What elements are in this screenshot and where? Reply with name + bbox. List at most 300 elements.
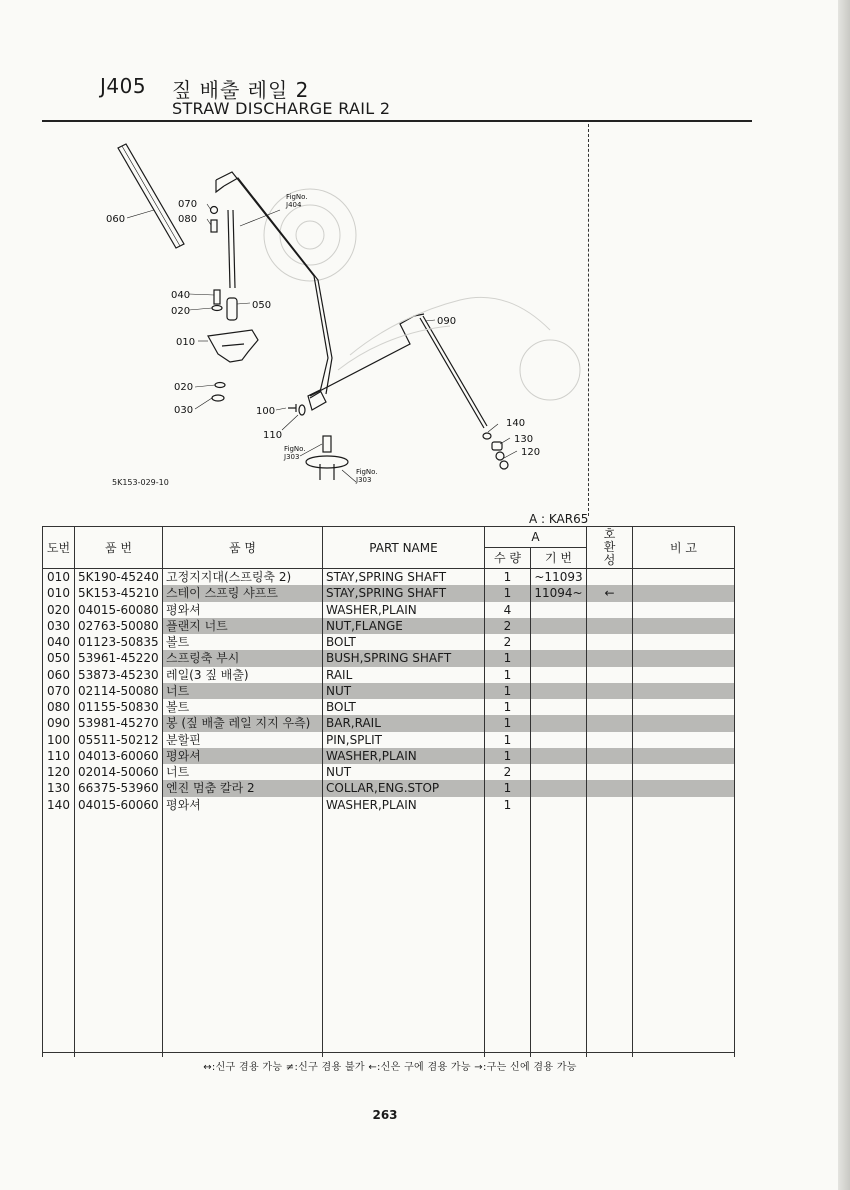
header-quantity: 수 량 [485,548,531,569]
callout-120: 120 [521,447,541,458]
empty-cell [163,813,323,829]
callout-010: 010 [176,337,196,348]
empty-cell [587,975,633,991]
empty-cell [163,862,323,878]
part-name-korean-cell: 평와셔 [163,797,323,813]
empty-cell [43,878,75,894]
ref-no-cell: 100 [43,732,75,748]
quantity-cell: 1 [485,667,531,683]
ref-no-cell: 130 [43,780,75,796]
quantity-cell: 1 [485,797,531,813]
ref-no-cell: 060 [43,667,75,683]
table-row-empty [43,992,735,1008]
callout-100: 100 [256,406,276,417]
remarks-cell [633,764,735,780]
empty-cell [633,992,735,1008]
empty-cell [163,878,323,894]
fig-ref-1-label: FigNo. [286,193,308,201]
part-name-english-cell: PIN,SPLIT [323,732,485,748]
bracket-010-drawing [208,330,258,362]
serial-cell [531,699,587,715]
bar-rail-090-drawing [310,316,414,396]
part-number-cell: 04015-60080 [75,602,163,618]
empty-cell [485,1040,531,1056]
empty-cell [531,845,587,861]
remarks-cell [633,683,735,699]
quantity-cell: 1 [485,732,531,748]
interchange-cell [587,764,633,780]
part-number-cell: 04015-60060 [75,797,163,813]
quantity-cell: 1 [485,780,531,796]
quantity-cell: 1 [485,699,531,715]
quantity-cell: 1 [485,683,531,699]
interchange-legend: ↔:신구 겸용 가능 ≠:신구 겸용 불가 ←:신은 구에 겸용 가능 →:구는 신에 겸용 가능 [203,1062,577,1073]
fig-ref-2-number: J303 [284,453,300,461]
empty-cell [633,894,735,910]
part-name-korean-cell: 봉 (짚 배출 레일 지지 우측) [163,715,323,731]
serial-cell: 11094~ [531,585,587,601]
empty-cell [75,813,163,829]
empty-cell [633,1040,735,1056]
part-name-english-cell: BUSH,SPRING SHAFT [323,650,485,666]
empty-cell [323,845,485,861]
interchange-cell [587,732,633,748]
empty-cell [43,813,75,829]
ref-no-cell: 070 [43,683,75,699]
empty-cell [587,992,633,1008]
empty-cell [75,1040,163,1056]
empty-cell [485,813,531,829]
quantity-cell: 1 [485,715,531,731]
serial-cell [531,650,587,666]
part-number-cell: 02014-50060 [75,764,163,780]
empty-cell [531,862,587,878]
empty-cell [163,975,323,991]
part-number-cell: 01155-50830 [75,699,163,715]
empty-cell [587,813,633,829]
empty-cell [633,829,735,845]
table-row-empty [43,1008,735,1024]
empty-cell [323,992,485,1008]
empty-cell [633,1024,735,1040]
interchange-cell: ← [587,585,633,601]
part-name-english-cell: WASHER,PLAIN [323,797,485,813]
empty-cell [633,862,735,878]
empty-cell [531,829,587,845]
empty-cell [485,1024,531,1040]
empty-cell [323,1008,485,1024]
empty-cell [323,1024,485,1040]
part-name-korean-cell: 분할핀 [163,732,323,748]
empty-cell [531,1024,587,1040]
callout-040: 040 [171,290,191,301]
callout-070: 070 [178,199,198,210]
empty-cell [323,894,485,910]
empty-cell [323,1040,485,1056]
ref-no-cell: 110 [43,748,75,764]
ref-no-cell: 090 [43,715,75,731]
part-name-korean-cell: 너트 [163,683,323,699]
interchange-cell [587,667,633,683]
ref-no-cell: 080 [43,699,75,715]
part-name-english-cell: BOLT [323,699,485,715]
interchange-cell [587,618,633,634]
table-row [43,602,735,618]
empty-cell [633,813,735,829]
table-row [43,732,735,748]
table-row-empty [43,959,735,975]
remarks-cell [633,667,735,683]
empty-cell [485,1008,531,1024]
quantity-cell: 2 [485,764,531,780]
table-row-empty [43,927,735,943]
empty-cell [531,959,587,975]
empty-cell [163,1024,323,1040]
empty-cell [587,1040,633,1056]
empty-cell [485,845,531,861]
parts-table [42,526,735,1057]
empty-cell [485,878,531,894]
part-name-korean-cell: 엔진 멈춤 칼라 2 [163,780,323,796]
part-name-korean-cell: 레일(3 짚 배출) [163,667,323,683]
part-name-english-cell: BOLT [323,634,485,650]
empty-cell [587,959,633,975]
serial-cell [531,667,587,683]
ref-no-cell: 140 [43,797,75,813]
interchange-cell [587,569,633,586]
part-name-english-cell: NUT,FLANGE [323,618,485,634]
empty-cell [43,829,75,845]
remarks-cell [633,699,735,715]
empty-cell [43,975,75,991]
empty-cell [587,878,633,894]
callout-080: 080 [178,214,198,225]
base-plate-drawing [306,456,348,468]
empty-cell [163,927,323,943]
empty-cell [633,1008,735,1024]
empty-cell [43,910,75,926]
serial-cell: ~11093 [531,569,587,586]
serial-cell [531,715,587,731]
empty-cell [75,829,163,845]
empty-cell [75,943,163,959]
empty-cell [485,910,531,926]
empty-cell [531,975,587,991]
callout-130: 130 [514,434,534,445]
ref-no-cell: 050 [43,650,75,666]
empty-cell [323,975,485,991]
table-row [43,650,735,666]
empty-cell [587,829,633,845]
empty-cell [485,975,531,991]
empty-cell [163,894,323,910]
empty-cell [43,1040,75,1056]
section-code: J405 [100,74,147,98]
empty-cell [75,1008,163,1024]
table-row [43,699,735,715]
callout-140: 140 [506,418,526,429]
table-row [43,569,735,586]
interchange-cell [587,780,633,796]
serial-cell [531,732,587,748]
empty-cell [43,943,75,959]
exploded-parts-diagram [80,140,590,490]
table-header-row-1 [43,527,735,548]
part-name-english-cell: BAR,RAIL [323,715,485,731]
empty-cell [323,829,485,845]
part-name-english-cell: NUT [323,764,485,780]
empty-cell [485,943,531,959]
interchange-cell [587,715,633,731]
interchange-cell [587,602,633,618]
page-edge-shadow [838,0,850,1190]
parts-table-body [43,569,735,1057]
empty-cell [587,910,633,926]
empty-cell [323,862,485,878]
empty-cell [531,813,587,829]
empty-cell [43,894,75,910]
empty-cell [75,862,163,878]
empty-cell [587,943,633,959]
empty-cell [587,1008,633,1024]
header-model-group: A [485,527,587,548]
quantity-cell: 1 [485,569,531,586]
empty-cell [163,1008,323,1024]
empty-cell [633,959,735,975]
header-part-name-english: PART NAME [323,527,485,569]
empty-cell [163,845,323,861]
callout-020-upper: 020 [171,306,191,317]
empty-cell [75,1024,163,1040]
empty-cell [633,878,735,894]
empty-cell [43,1008,75,1024]
part-name-korean-cell: 평와셔 [163,748,323,764]
table-row [43,634,735,650]
table-row [43,585,735,601]
empty-cell [485,829,531,845]
empty-cell [531,1008,587,1024]
quantity-cell: 1 [485,748,531,764]
empty-cell [633,845,735,861]
ref-no-cell: 010 [43,585,75,601]
callout-060: 060 [106,214,126,225]
table-row-empty [43,878,735,894]
empty-cell [75,975,163,991]
empty-cell [531,927,587,943]
empty-cell [75,992,163,1008]
applicability-note: A : KAR65 [529,512,589,526]
table-row [43,748,735,764]
empty-cell [323,813,485,829]
part-name-korean-cell: 스테이 스프링 샤프트 [163,585,323,601]
part-name-korean-cell: 너트 [163,764,323,780]
remarks-cell [633,715,735,731]
interchange-cell [587,683,633,699]
part-number-cell: 04013-60060 [75,748,163,764]
header-ref-no: 도번 [43,527,75,569]
figure-code: 5K153-029-10 [112,478,169,487]
table-row [43,780,735,796]
part-number-cell: 5K190-45240 [75,569,163,586]
empty-cell [531,1040,587,1056]
serial-cell [531,780,587,796]
empty-cell [323,910,485,926]
header-rule [42,120,752,122]
part-number-cell: 66375-53960 [75,780,163,796]
part-name-english-cell: COLLAR,ENG.STOP [323,780,485,796]
empty-cell [75,878,163,894]
empty-cell [43,927,75,943]
empty-cell [531,894,587,910]
empty-cell [485,959,531,975]
empty-cell [163,910,323,926]
remarks-cell [633,650,735,666]
table-row-empty [43,862,735,878]
empty-cell [531,878,587,894]
serial-cell [531,764,587,780]
part-number-cell: 53981-45270 [75,715,163,731]
empty-cell [587,894,633,910]
part-name-english-cell: WASHER,PLAIN [323,602,485,618]
empty-cell [75,910,163,926]
empty-cell [323,943,485,959]
ref-no-cell: 020 [43,602,75,618]
remarks-cell [633,780,735,796]
interchange-cell [587,650,633,666]
part-number-cell: 5K153-45210 [75,585,163,601]
quantity-cell: 1 [485,585,531,601]
fig-ref-3-label: FigNo. [356,468,378,476]
table-row-empty [43,845,735,861]
table-row [43,667,735,683]
callout-020-lower: 020 [174,382,194,393]
quantity-cell: 1 [485,650,531,666]
callout-050: 050 [252,300,272,311]
header-part-no: 품 번 [75,527,163,569]
quantity-cell: 4 [485,602,531,618]
remarks-cell [633,585,735,601]
empty-cell [485,894,531,910]
part-name-korean-cell: 평와셔 [163,602,323,618]
table-row [43,797,735,813]
empty-cell [633,910,735,926]
table-bottom-rule [42,1052,734,1053]
empty-cell [163,943,323,959]
empty-cell [323,959,485,975]
empty-cell [75,894,163,910]
remarks-cell [633,602,735,618]
part-name-korean-cell: 고정지지대(스프링축 2) [163,569,323,586]
stay-spring-shaft-drawing [216,172,328,398]
serial-cell [531,602,587,618]
empty-cell [75,959,163,975]
empty-cell [163,1040,323,1056]
table-row-empty [43,813,735,829]
table-row-empty [43,894,735,910]
serial-cell [531,618,587,634]
empty-cell [485,862,531,878]
part-name-english-cell: WASHER,PLAIN [323,748,485,764]
ref-no-cell: 040 [43,634,75,650]
interchange-cell [587,748,633,764]
empty-cell [531,943,587,959]
quantity-cell: 2 [485,634,531,650]
empty-cell [485,992,531,1008]
remarks-cell [633,618,735,634]
part-name-english-cell: NUT [323,683,485,699]
empty-cell [531,992,587,1008]
ref-no-cell: 030 [43,618,75,634]
table-row [43,764,735,780]
part-number-cell: 02114-50080 [75,683,163,699]
remarks-cell [633,634,735,650]
serial-cell [531,797,587,813]
header-remarks: 비 고 [633,527,735,569]
section-title-korean: 짚 배출 레일 2 [172,78,310,102]
part-name-korean-cell: 볼트 [163,634,323,650]
remarks-cell [633,732,735,748]
part-name-english-cell: RAIL [323,667,485,683]
empty-cell [587,862,633,878]
part-number-cell: 05511-50212 [75,732,163,748]
table-row [43,683,735,699]
serial-cell [531,634,587,650]
table-row-empty [43,829,735,845]
fig-ref-3-number: J303 [356,476,372,484]
remarks-cell [633,797,735,813]
serial-cell [531,748,587,764]
table-row-empty [43,1040,735,1056]
header-interchangeability: 호 환 성 [587,527,633,569]
fig-ref-1-number: J404 [286,201,302,209]
empty-cell [485,927,531,943]
callout-030: 030 [174,405,194,416]
header-serial: 기 번 [531,548,587,569]
empty-cell [633,927,735,943]
part-number-cell: 53961-45220 [75,650,163,666]
fig-ref-2-label: FigNo. [284,445,306,453]
empty-cell [163,829,323,845]
table-row-empty [43,975,735,991]
table-row-empty [43,1024,735,1040]
part-number-cell: 02763-50080 [75,618,163,634]
empty-cell [587,927,633,943]
empty-cell [633,943,735,959]
part-number-cell: 53873-45230 [75,667,163,683]
part-name-korean-cell: 플랜지 너트 [163,618,323,634]
table-row [43,715,735,731]
part-name-english-cell: STAY,SPRING SHAFT [323,569,485,586]
quantity-cell: 2 [485,618,531,634]
empty-cell [163,959,323,975]
callout-090: 090 [437,316,457,327]
empty-cell [43,862,75,878]
empty-cell [75,845,163,861]
page-number: 263 [372,1108,398,1122]
empty-cell [43,845,75,861]
empty-cell [43,992,75,1008]
callout-110: 110 [263,430,283,441]
empty-cell [43,1024,75,1040]
empty-cell [587,1024,633,1040]
header-part-name-korean: 품 명 [163,527,323,569]
interchange-cell [587,797,633,813]
empty-cell [633,975,735,991]
interchange-cell [587,634,633,650]
empty-cell [323,927,485,943]
empty-cell [43,959,75,975]
part-name-korean-cell: 스프링축 부시 [163,650,323,666]
